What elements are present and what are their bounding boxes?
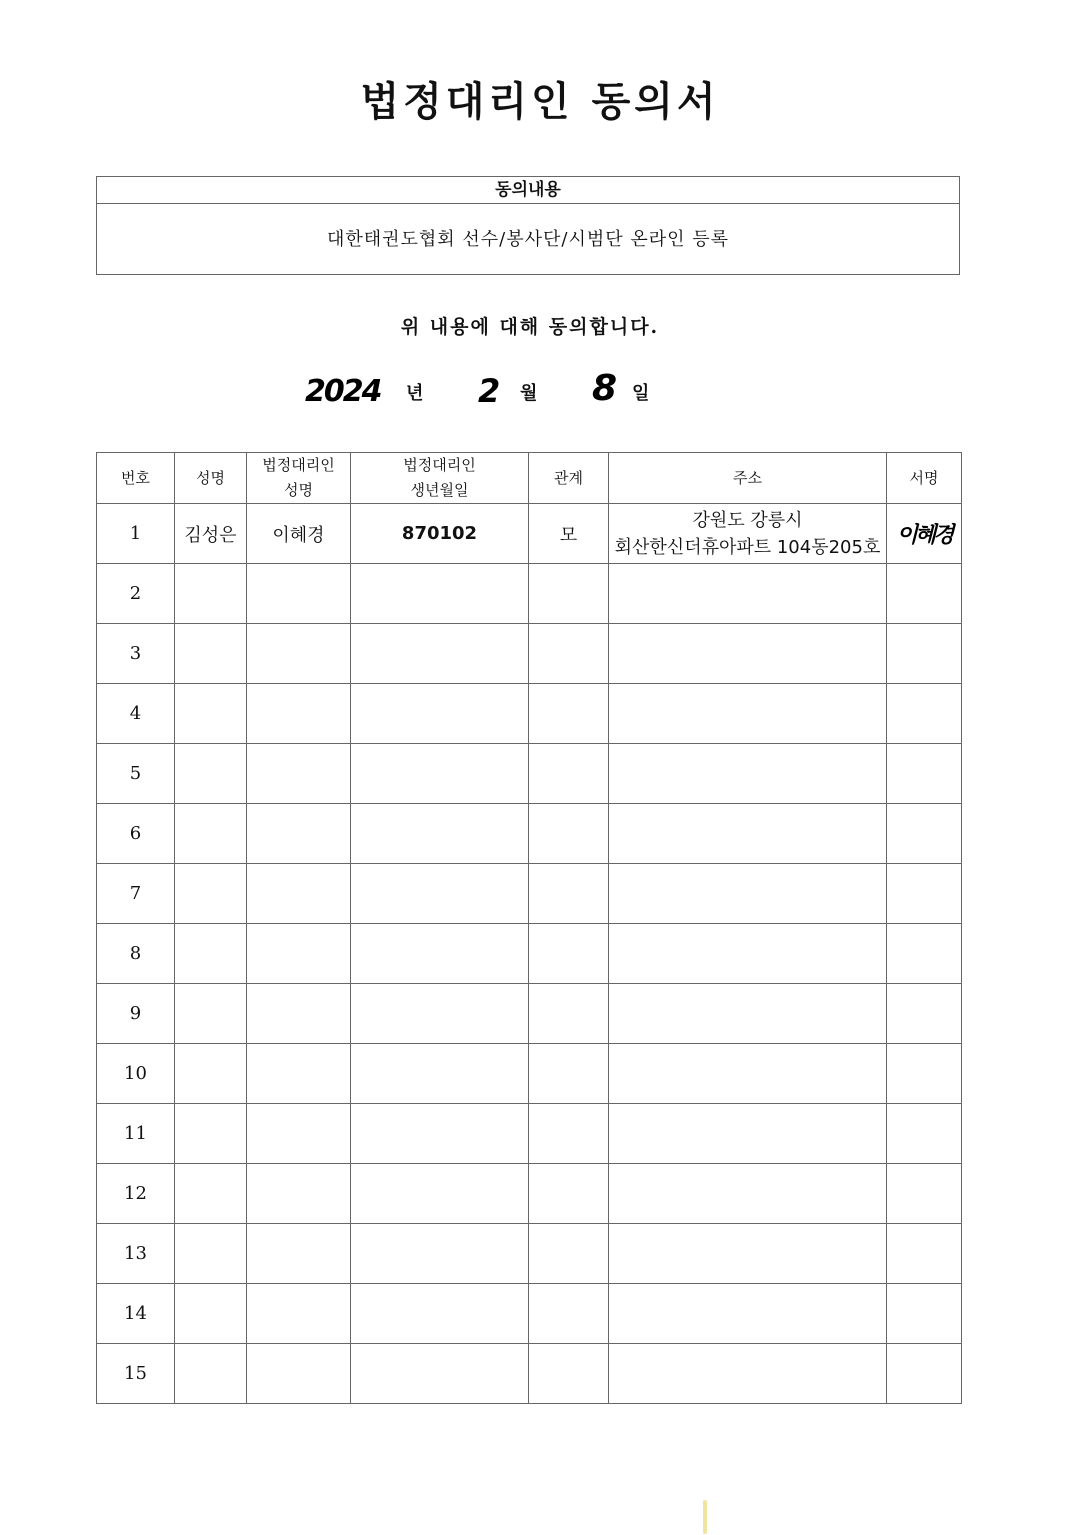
student-name (175, 624, 247, 684)
guardian-birthdate (351, 1044, 529, 1104)
row-number: 11 (97, 1104, 175, 1164)
guardian-birthdate (351, 924, 529, 984)
date-year: 2024 (305, 374, 381, 409)
header-guardian-birth-line1: 법정대리인 (403, 456, 476, 474)
guardian-name (247, 744, 351, 804)
signature-cell (887, 1164, 962, 1224)
guardian-name (247, 864, 351, 924)
guardian-birthdate (351, 624, 529, 684)
relation (529, 1104, 609, 1164)
header-signature: 서명 (887, 453, 962, 504)
address (609, 504, 887, 564)
table-header-row (97, 453, 962, 504)
table-row (97, 864, 962, 924)
table-row (97, 564, 962, 624)
table-row (97, 504, 962, 564)
student-name (175, 1104, 247, 1164)
signature-cell (887, 864, 962, 924)
relation (529, 804, 609, 864)
guardian-name (247, 624, 351, 684)
row-number: 13 (97, 1224, 175, 1284)
student-name (175, 564, 247, 624)
student-name (175, 684, 247, 744)
signature-cell (887, 924, 962, 984)
signature-cell (887, 1284, 962, 1344)
student-name (175, 744, 247, 804)
header-address: 주소 (609, 453, 887, 504)
address (609, 1344, 887, 1404)
header-guardian-birth-line2: 생년월일 (410, 481, 469, 499)
month-label: 월 (520, 383, 538, 404)
header-guardian-name-line1: 법정대리인 (262, 456, 335, 474)
table-row (97, 1224, 962, 1284)
guardian-birthdate (351, 1284, 529, 1344)
relation (529, 984, 609, 1044)
relation (529, 624, 609, 684)
table-row (97, 624, 962, 684)
table-row (97, 684, 962, 744)
table-row (97, 924, 962, 984)
address (609, 1224, 887, 1284)
header-guardian-name-line2: 성명 (284, 481, 313, 499)
signature-cell (887, 504, 962, 564)
student-name (175, 1224, 247, 1284)
address (609, 1284, 887, 1344)
row-number: 6 (97, 804, 175, 864)
student-name (175, 924, 247, 984)
guardian-birthdate (351, 1224, 529, 1284)
signature-cell (887, 984, 962, 1044)
guardian-name (247, 1104, 351, 1164)
row-number: 4 (97, 684, 175, 744)
handwritten-signature: 이혜경 (896, 523, 952, 548)
address (609, 924, 887, 984)
row-number: 5 (97, 744, 175, 804)
address (609, 744, 887, 804)
row-number: 15 (97, 1344, 175, 1404)
guardian-birthdate (351, 1344, 529, 1404)
relation (529, 1164, 609, 1224)
relation (529, 684, 609, 744)
table-row (97, 804, 962, 864)
signature-cell (887, 1344, 962, 1404)
student-name (175, 1044, 247, 1104)
guardian-table (96, 452, 962, 1404)
date-line (0, 360, 1080, 420)
address (609, 684, 887, 744)
row-number: 1 (97, 504, 175, 564)
row-number: 14 (97, 1284, 175, 1344)
student-name (175, 1284, 247, 1344)
relation (529, 864, 609, 924)
consent-box (96, 176, 960, 275)
address-line2: 회산한신더휴아파트 104동205호 (614, 536, 881, 558)
header-name: 성명 (175, 453, 247, 504)
header-guardian-birth (351, 453, 529, 504)
guardian-birthdate (351, 984, 529, 1044)
signature-cell (887, 1104, 962, 1164)
address (609, 564, 887, 624)
guardian-name (247, 1224, 351, 1284)
table-row (97, 1104, 962, 1164)
address-line1: 강원도 강릉시 (692, 509, 803, 531)
address (609, 1044, 887, 1104)
relation: 모 (529, 504, 609, 564)
guardian-name (247, 1344, 351, 1404)
table-row (97, 984, 962, 1044)
row-number: 8 (97, 924, 175, 984)
day-label: 일 (632, 383, 650, 404)
table-row (97, 1044, 962, 1104)
row-number: 2 (97, 564, 175, 624)
guardian-name (247, 564, 351, 624)
relation (529, 1344, 609, 1404)
table-row (97, 1164, 962, 1224)
address (609, 624, 887, 684)
table-row (97, 744, 962, 804)
guardian-birthdate (351, 744, 529, 804)
date-day: 8 (592, 368, 618, 409)
table-row (97, 1344, 962, 1404)
relation (529, 564, 609, 624)
signature-cell (887, 684, 962, 744)
row-number: 10 (97, 1044, 175, 1104)
guardian-name (247, 1044, 351, 1104)
guardian-birthdate (351, 1164, 529, 1224)
guardian-birthdate (351, 804, 529, 864)
student-name (175, 864, 247, 924)
student-name (175, 984, 247, 1044)
student-name (175, 1344, 247, 1404)
signature-cell (887, 744, 962, 804)
guardian-birthdate (351, 564, 529, 624)
address (609, 1164, 887, 1224)
relation (529, 924, 609, 984)
guardian-name (247, 984, 351, 1044)
guardian-name (247, 924, 351, 984)
address (609, 984, 887, 1044)
relation (529, 744, 609, 804)
relation (529, 1284, 609, 1344)
document-title: 법정대리인 동의서 (360, 79, 720, 125)
row-number: 9 (97, 984, 175, 1044)
address (609, 804, 887, 864)
date-month: 2 (478, 372, 501, 410)
guardian-name (247, 1284, 351, 1344)
row-number: 7 (97, 864, 175, 924)
relation (529, 1044, 609, 1104)
student-name: 김성은 (175, 504, 247, 564)
guardian-name (247, 804, 351, 864)
signature-cell (887, 564, 962, 624)
agreement-statement: 위 내용에 대해 동의합니다. (400, 316, 660, 338)
address (609, 1104, 887, 1164)
pen-mark (703, 1500, 707, 1534)
table-row (97, 1284, 962, 1344)
guardian-birthdate: 870102 (351, 504, 529, 564)
guardian-name (247, 684, 351, 744)
signature-cell (887, 1224, 962, 1284)
year-label: 년 (406, 383, 424, 404)
relation (529, 1224, 609, 1284)
student-name (175, 1164, 247, 1224)
guardian-birthdate (351, 864, 529, 924)
header-no: 번호 (97, 453, 175, 504)
header-relation: 관계 (529, 453, 609, 504)
signature-cell (887, 1044, 962, 1104)
row-number: 3 (97, 624, 175, 684)
signature-cell (887, 804, 962, 864)
address (609, 864, 887, 924)
guardian-birthdate (351, 684, 529, 744)
row-number: 12 (97, 1164, 175, 1224)
consent-content: 대한태권도협회 선수/봉사단/시범단 온라인 등록 (326, 229, 730, 250)
guardian-birthdate (351, 1104, 529, 1164)
header-guardian-name (247, 453, 351, 504)
guardian-name (247, 1164, 351, 1224)
guardian-name: 이혜경 (247, 504, 351, 564)
signature-cell (887, 624, 962, 684)
student-name (175, 804, 247, 864)
consent-header: 동의내용 (97, 177, 959, 204)
